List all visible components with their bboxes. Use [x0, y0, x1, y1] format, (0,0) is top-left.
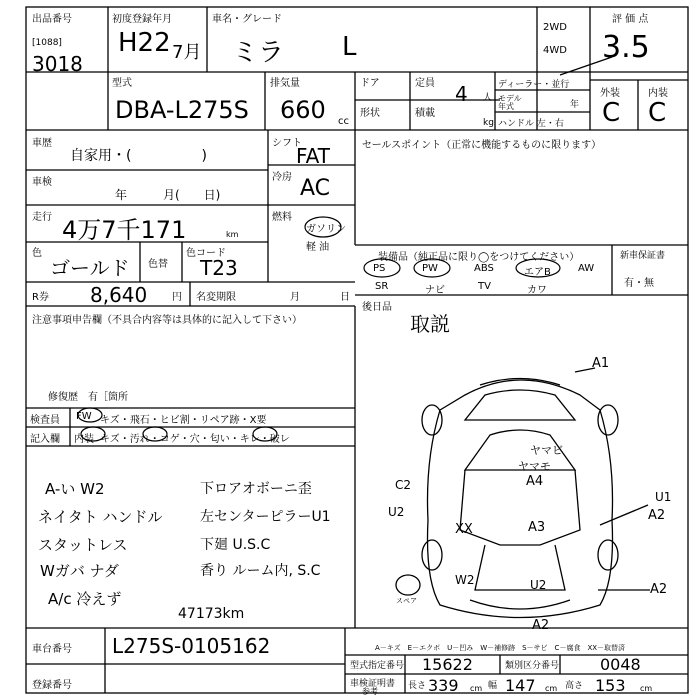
- remark-left-3: スタットレス: [38, 536, 128, 554]
- ref-label: 参考: [362, 687, 378, 696]
- lot-number: 3018: [32, 52, 83, 76]
- equipment-label: 装備品（純正品に限り◯をつけてください）: [378, 252, 580, 263]
- fuel-diesel: 軽 油: [306, 242, 330, 253]
- interior-label: 内装: [648, 88, 668, 99]
- name-change-month: 月: [290, 292, 300, 303]
- load-unit: kg: [483, 118, 494, 128]
- car-diagram-outline: [396, 368, 650, 618]
- remark-right-4: 香り ルーム内, S.C: [200, 563, 321, 579]
- length-unit: cm: [470, 684, 483, 693]
- inspection-value: 年 月( 日): [115, 188, 221, 202]
- recycle-unit: 円: [172, 292, 182, 303]
- fuel-gas: ガソリン: [306, 224, 346, 235]
- length-label: 長さ: [408, 681, 427, 691]
- model-cert-value: 15622: [422, 655, 473, 674]
- reg-label: 登録番号: [32, 680, 72, 691]
- mark-u2-left: U2: [388, 505, 405, 519]
- drive-4wd: 4WD: [543, 45, 567, 56]
- lot-code: [1088]: [32, 38, 62, 48]
- sales-label: セールスポイント（正常に機能するものに限ります）: [362, 140, 602, 151]
- equip-airbag: エアB: [524, 267, 551, 278]
- history-label: 車歴: [32, 138, 52, 149]
- score-label: 評 価 点: [612, 14, 649, 25]
- length-value: 339: [428, 676, 459, 695]
- mark-xx: XX: [455, 522, 473, 537]
- mileage-label: 走行: [32, 212, 52, 223]
- shape-label: 形状: [360, 108, 380, 119]
- fuel-label: 燃料: [272, 212, 292, 223]
- equip-abs: ABS: [474, 263, 494, 274]
- warranty-label: 新車保証書: [620, 251, 666, 261]
- grade: L: [342, 32, 357, 62]
- first-reg-label: 初度登録年月: [112, 14, 172, 25]
- equip-ps: PS: [373, 263, 386, 274]
- shift-value: FAT: [296, 144, 331, 168]
- model-label: 車名・グレード: [212, 14, 282, 25]
- width-value: 147: [505, 676, 536, 695]
- year-suffix: 年: [570, 100, 580, 110]
- chassis-label: 車台番号: [32, 644, 72, 655]
- equip-pw: PW: [422, 263, 438, 274]
- width-label: 幅: [488, 681, 498, 691]
- width-unit: cm: [545, 684, 558, 693]
- cert-label: 車検証明書: [350, 679, 396, 689]
- color-change-label: 色替: [148, 259, 168, 270]
- legend: A－キズ E－エクボ U－凹み W－補修跡 S－サビ C－腐食 XX－取替済: [375, 644, 626, 652]
- color-code-value: T23: [200, 256, 238, 280]
- capacity-label: 定員: [415, 78, 435, 89]
- exterior-label: 外装: [600, 88, 620, 99]
- door-label: ドア: [360, 78, 380, 89]
- later-value: 取説: [410, 312, 450, 336]
- mark-a2-bottom: A2: [532, 618, 550, 633]
- mark-a2-rear-right: A2: [650, 582, 668, 597]
- fw-label: FW: [76, 411, 92, 422]
- chassis-value: L275S-0105162: [112, 634, 271, 658]
- interior-items: キズ・汚れ・コゲ・穴・匂い・キレ・破レ: [100, 434, 290, 445]
- equip-navi: ナビ: [425, 285, 445, 296]
- type-label: 型式: [112, 78, 132, 89]
- remark-mileage: 47173km: [178, 606, 245, 622]
- equip-tv: TV: [478, 281, 491, 292]
- model-cert-label: 型式指定番号: [350, 661, 405, 671]
- remark-left-5: A/c 冷えず: [48, 590, 122, 608]
- height-label: 高さ: [565, 681, 584, 691]
- remark-right-3: 下廻 U.S.C: [200, 537, 271, 553]
- handle-label: ハンドル 左・右: [498, 119, 564, 129]
- equip-sr: SR: [375, 281, 389, 292]
- score: 3.5: [602, 30, 650, 65]
- mark-w2: W2: [455, 573, 475, 587]
- color-value: ゴールド: [50, 256, 130, 280]
- mileage-value: 4万7千171: [62, 216, 187, 244]
- height-unit: cm: [640, 684, 653, 693]
- history-value: 自家用・( ): [70, 148, 207, 164]
- dealer-label: ディーラー・並行: [498, 80, 570, 90]
- equip-aw: AW: [578, 263, 595, 274]
- warranty-value: 有・無: [624, 278, 654, 289]
- type-value: DBA-L275S: [115, 96, 249, 124]
- caution-label: 注意事項申告欄（不具合内容等は具体的に記入して下さい）: [32, 315, 302, 326]
- model-year-label: モデル年式: [498, 94, 522, 111]
- first-reg-month: 7月: [172, 42, 202, 63]
- remark-left-2: ネイタト ハンドル: [38, 508, 163, 526]
- color-label: 色: [32, 248, 42, 259]
- capacity-value: 4: [455, 82, 468, 106]
- mark-a1: A1: [592, 356, 610, 371]
- record-label: 記入欄: [30, 434, 60, 445]
- shift-label: シフト: [272, 138, 302, 149]
- exterior-grade: C: [602, 98, 621, 128]
- ac-value: AC: [300, 176, 331, 201]
- inspector-label: 検査員: [30, 415, 60, 426]
- mileage-unit: km: [226, 230, 239, 239]
- mark-u1: U1: [655, 490, 672, 504]
- equip-leather: カワ: [527, 285, 547, 296]
- capacity-unit: 人: [483, 93, 493, 103]
- inspection-label: 車検: [32, 177, 52, 188]
- mark-roof-3: A4: [526, 474, 544, 489]
- color-code-label: 色コード: [186, 248, 226, 259]
- cc-label: 排気量: [270, 78, 300, 89]
- first-reg-year: H22: [118, 28, 171, 58]
- ac-label: 冷房: [272, 172, 292, 183]
- spare-label: スペア: [396, 597, 417, 605]
- remark-left-4: Wガバ ナダ: [40, 562, 119, 580]
- mark-u2-bottom: U2: [530, 578, 547, 592]
- fw-items: キズ・飛石・ヒビ割・リペア跡・X要: [100, 415, 267, 426]
- interior-grade: C: [648, 98, 667, 128]
- remark-left-1: A-い W2: [45, 480, 105, 498]
- load-label: 積載: [415, 108, 435, 119]
- model-name: ミラ: [232, 38, 285, 68]
- cc-unit: cc: [338, 116, 349, 127]
- class-value: 0048: [600, 655, 641, 674]
- name-change-day: 日: [340, 292, 350, 303]
- recycle-value: 8,640: [90, 283, 148, 307]
- mark-c2: C2: [395, 478, 412, 492]
- interior-note-label: 内装: [74, 434, 94, 445]
- repair-label: 修復歴 有［箇所: [48, 392, 128, 403]
- class-label: 類別区分番号: [505, 661, 560, 671]
- later-label: 後日品: [362, 302, 392, 313]
- mark-a2-right: A2: [648, 508, 666, 523]
- remark-right-1: 下ロアオボーニ歪: [200, 481, 312, 497]
- mark-roof-1: ヤマビ: [530, 444, 563, 457]
- cc-value: 660: [280, 96, 326, 124]
- mark-roof-2: ヤマモ: [518, 460, 551, 473]
- mark-a3: A3: [528, 520, 546, 535]
- remark-right-2: 左センターピラーU1: [200, 509, 331, 525]
- recycle-label: R券: [32, 292, 49, 303]
- lot-label: 出品番号: [32, 14, 72, 25]
- name-change-label: 名変期限: [196, 292, 236, 303]
- drive-2wd: 2WD: [543, 22, 567, 33]
- height-value: 153: [595, 676, 626, 695]
